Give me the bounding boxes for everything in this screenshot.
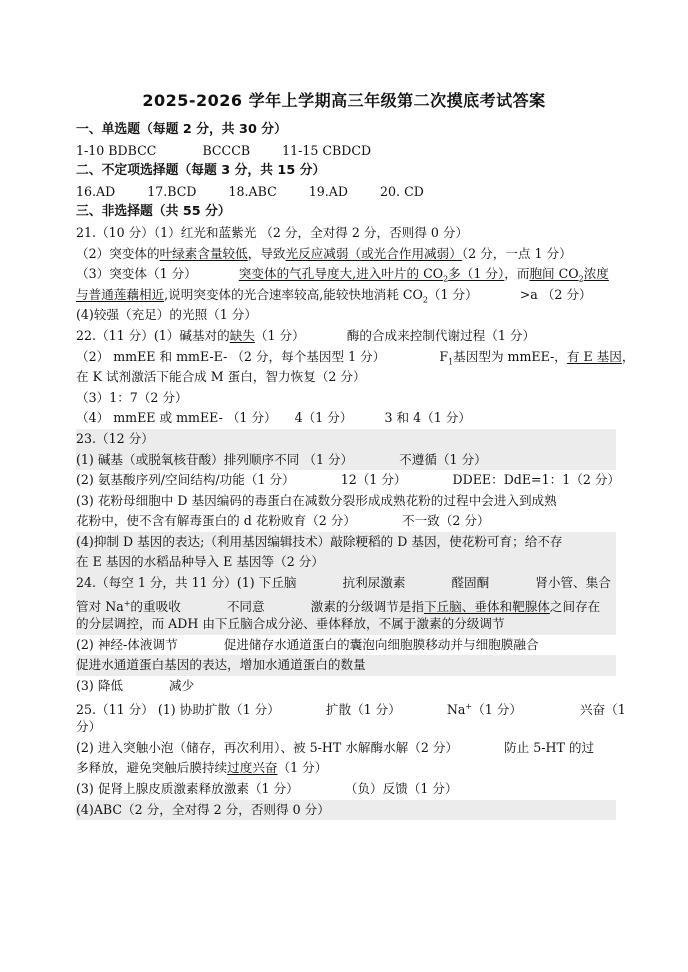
q21-text: 多（1 分） <box>448 266 505 282</box>
q24-line-6 <box>76 676 616 697</box>
q21-text: ，导致 <box>247 245 286 261</box>
q23-text: 花粉中，使不含有解毒蛋白的 d 花粉败育（2 分） <box>76 513 356 529</box>
subscript: 2 <box>443 274 449 284</box>
q25-line-4 <box>76 758 616 779</box>
superscript: + <box>123 598 131 608</box>
q23-line-2 <box>76 450 616 471</box>
section-2-answers <box>76 182 616 203</box>
q23-text: 12（1 分） <box>340 472 407 488</box>
q22-text: 基因型为 mmEE-， <box>453 348 567 364</box>
superscript: + <box>465 701 473 711</box>
q25-underline: 过度兴奋 <box>227 760 278 776</box>
q21-underline <box>529 266 609 284</box>
q21-text: 胞间 CO <box>529 266 579 282</box>
q22-text: （1 分） <box>254 327 305 343</box>
q23-text: (2) 氨基酸序列/空间结构/功能（1 分） <box>76 472 295 488</box>
answer-19: 19.AD <box>308 183 349 199</box>
q25-text: (3) 促肾上腺皮质激素释放激素（1 分） <box>76 781 299 796</box>
q21-line-3 <box>76 264 616 285</box>
q25-text: （1 分） <box>472 701 522 717</box>
q23-line-5 <box>76 511 616 532</box>
q24-text: (2) 神经-体液调节 <box>76 636 178 652</box>
q22-line-3: 在 K 试剂激活下能合成 M 蛋白，智力恢复（2 分） <box>76 369 366 385</box>
q21-text: （2）突变体的 <box>76 245 160 261</box>
q21-text: ，而 <box>504 266 530 282</box>
q21-text: 突变体的气孔导度大,进入叶片的 CO <box>238 266 444 282</box>
q23-line-4: (3) 花粉母细胞中 D 基因编码的毒蛋白在减数分裂形成成熟花粉的过程中会进入到成熟 <box>76 492 557 508</box>
q25-text: 防止 5-HT 的过 <box>504 739 595 755</box>
answers-1-10: 1-10 BDBCC <box>76 142 157 158</box>
q23-line-1: 23.（12 分） <box>76 429 616 450</box>
q22-underline: 有 E 基因 <box>566 348 622 364</box>
q25-line-5 <box>76 779 616 800</box>
q24-text: 24.（每空 1 分，共 11 分）(1) 下丘脑 <box>76 575 297 591</box>
q21-text: >a （2 分） <box>519 286 592 302</box>
section-1-answers <box>76 141 616 162</box>
subscript: 2 <box>422 295 428 305</box>
q22-text: 酶的合成来控制代谢过程（1 分） <box>346 327 536 343</box>
q23-text: 不遵循（1 分） <box>399 451 487 467</box>
q24-text: 的重吸收 <box>130 598 181 614</box>
q21-text: 浓度 <box>583 266 609 282</box>
q22-line-5 <box>76 408 616 429</box>
q24-line-5: 促进水通道蛋白基因的表达，增加水通道蛋白的数量 <box>76 655 616 676</box>
q23-line-7: 在 E 基因的水稻品种导入 E 基因等（2 分） <box>76 552 616 573</box>
q23-text: DDEE：DdE=1：1（2 分） <box>452 472 621 488</box>
q21-line-5: (4)较强（充足）的光照（1 分） <box>76 307 257 323</box>
q25-line-1 <box>76 697 626 718</box>
q25-text: （负）反馈（1 分） <box>344 781 458 796</box>
q24-line-3: 的分层调控，而 ADH 由下丘脑合成分泌、垂体释放，不属于激素的分级调节 <box>76 614 616 635</box>
answer-17: 17.BCD <box>147 183 197 199</box>
q24-underline: 下丘脑、垂体和靶腺体 <box>423 598 550 614</box>
q23-text: 不一致（2 分） <box>401 513 490 529</box>
q21-text: （3）突变体（1 分） <box>76 266 197 282</box>
answers-11-15: 11-15 CBDCD <box>282 142 372 158</box>
q24-text: 醛固酮 <box>451 575 490 591</box>
q24-text: 肾小管、集合 <box>535 575 611 591</box>
q22-text: ， <box>621 348 635 364</box>
q22-underline: 缺失 <box>229 327 255 343</box>
section-2-heading: 二、不定项选择题（每题 3 分，共 15 分） <box>76 163 326 179</box>
q22-text: F <box>439 348 449 364</box>
q21-underline: 光反应减弱（或光合作用减弱） <box>285 245 462 261</box>
q24-line-1 <box>76 573 616 594</box>
q25-text: 兴奋（1 <box>579 701 626 717</box>
q21-line-4 <box>76 285 616 306</box>
q24-text: 之间存在 <box>549 598 601 614</box>
q22-text: 3 和 4（1 分） <box>384 410 471 426</box>
q21-line-1: 21.（10 分）（1）红光和蓝紫光 （2 分，全对得 2 分，否则得 0 分） <box>76 224 469 240</box>
q24-text: 不同意 <box>226 598 265 614</box>
q25-line-3 <box>76 738 616 759</box>
answer-18: 18.ABC <box>228 183 277 199</box>
q22-text: （4） mmEE 或 mmEE- （1 分） <box>76 410 277 426</box>
subscript: 2 <box>578 274 584 284</box>
q24-text: 促进储存水通道蛋白的囊泡向细胞膜移动并与细胞膜融合 <box>223 636 539 652</box>
q22-line-4: （3）1：7（2 分） <box>76 389 188 405</box>
page-title: 2025-2026 学年上学期高三年级第二次摸底考试答案 <box>142 91 546 110</box>
answers-6-10: BCCCB <box>202 142 251 158</box>
q25-line-6: (4)ABC（2 分，全对得 2 分，否则得 0 分） <box>76 800 616 821</box>
q22-line-2 <box>76 347 635 368</box>
q24-text: (3) 降低 <box>76 678 124 694</box>
q24-text: 抗利尿激素 <box>342 575 406 591</box>
subscript: 1 <box>448 357 454 367</box>
q21-text: （2 分，一点 1 分） <box>461 245 572 261</box>
q23-text: (1) 碱基（或脱氧核苷酸）排列顺序不同 （1 分） <box>76 451 354 467</box>
q22-text: 4（1 分） <box>294 410 353 426</box>
q23-line-3 <box>76 470 621 491</box>
answer-body <box>76 120 635 820</box>
q21-underline <box>238 266 505 284</box>
q22-line-1 <box>76 326 616 347</box>
section-3-heading: 三、非选择题（共 55 分） <box>76 204 231 220</box>
q25-text: 多释放，避免突触后膜持续 <box>76 760 228 776</box>
q25-text: 扩散（1 分） <box>325 701 401 717</box>
q25-line-2: 分） <box>76 719 102 735</box>
q25-text: Na <box>446 701 466 717</box>
q21-text: （1 分） <box>427 286 478 302</box>
q22-text: （2） mmEE 和 mmE-E- （2 分，每个基因型 1 分） <box>76 348 386 364</box>
section-1-heading: 一、单选题（每题 2 分，共 30 分） <box>76 122 287 137</box>
q24-text: 激素的分级调节是指 <box>310 598 424 614</box>
answer-16: 16.AD <box>76 183 116 199</box>
q25-text: 25.（11 分） (1) 协助扩散（1 分） <box>76 701 280 717</box>
q24-text: 减少 <box>169 678 195 694</box>
q25-text: （1 分） <box>277 760 328 776</box>
q24-text: 管对 Na <box>76 598 124 614</box>
q21-line-2 <box>76 244 616 265</box>
q23-line-6: (4)抑制 D 基因的表达;（利用基因编辑技术）敲除粳稻的 D 基因，使花粉可育；给不存 <box>76 532 616 553</box>
q21-text: ,说明突变体的光合速率较高,能较快地消耗 CO <box>164 286 423 302</box>
q25-text: (2) 进入突触小泡（储存，再次利用）、被 5-HT 水解酶水解（2 分） <box>76 739 459 755</box>
q21-underline: 叶绿素含量较低 <box>159 245 248 261</box>
q24-line-2 <box>76 594 616 615</box>
q22-text: 22.（11 分）(1）碱基对的 <box>76 327 230 343</box>
q24-line-4 <box>76 635 616 656</box>
answer-20: 20. CD <box>380 183 424 199</box>
q21-underline: 与普通莲藕相近 <box>76 286 165 302</box>
